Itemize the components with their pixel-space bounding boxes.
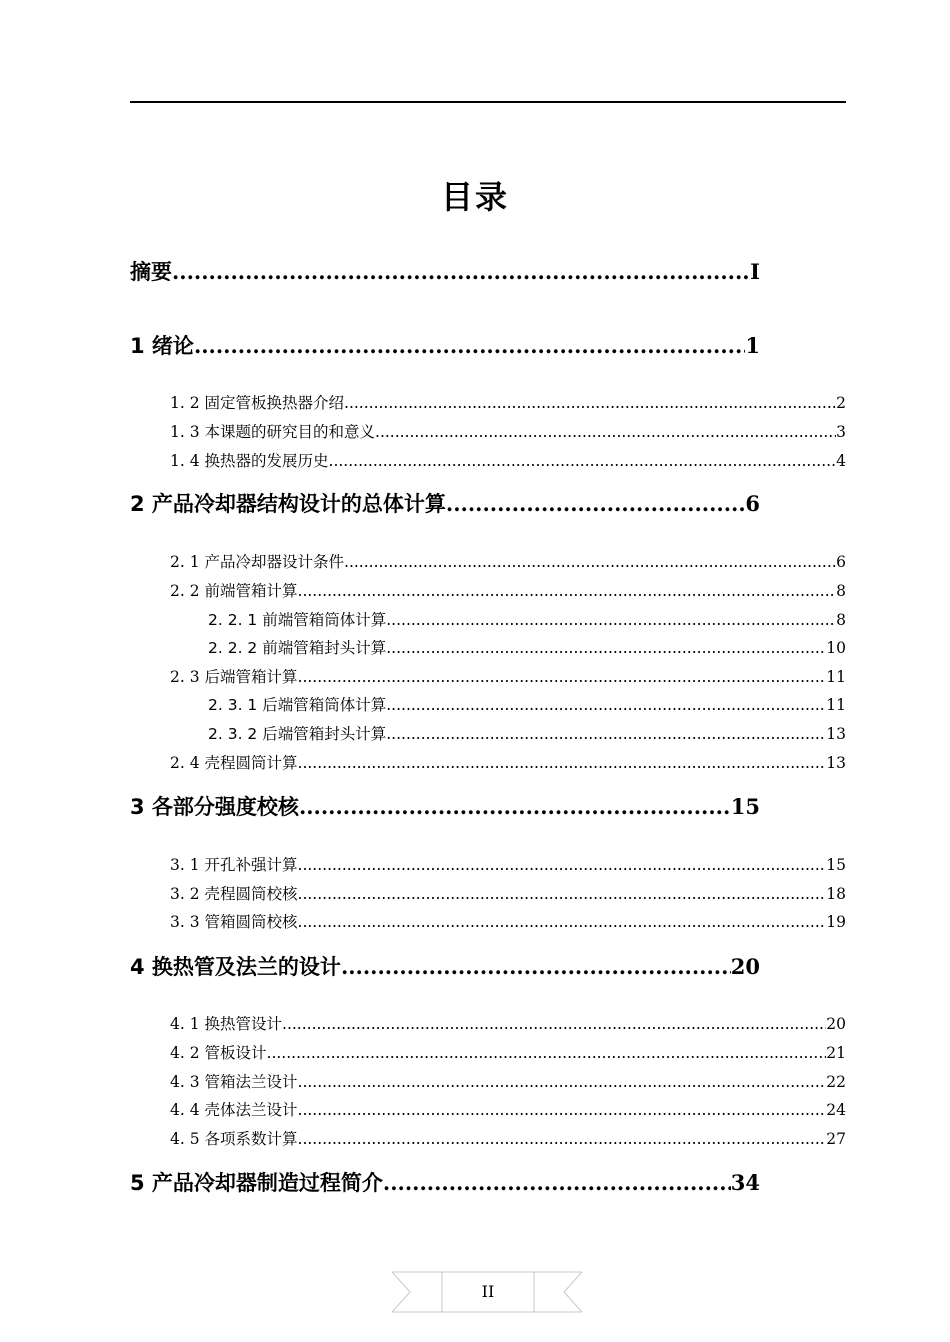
toc-entry[interactable]: [170, 550, 846, 572]
toc-entry-page: 3: [836, 423, 846, 441]
toc-entry[interactable]: [130, 330, 760, 360]
toc-entry[interactable]: [170, 910, 846, 932]
dot-leader: [299, 794, 731, 819]
toc-entry[interactable]: [170, 665, 846, 687]
toc-entry-label: 4. 1 换热管设计: [170, 1015, 283, 1033]
dot-leader: [298, 1130, 827, 1148]
toc-entry[interactable]: [130, 1167, 760, 1197]
dot-leader: [344, 394, 836, 412]
toc-entry-label: 3 各部分强度校核: [130, 795, 299, 819]
toc-entry[interactable]: [170, 1127, 846, 1149]
toc-entry-page: 8: [836, 611, 846, 629]
toc-entry-page: 11: [826, 696, 846, 714]
toc-entry[interactable]: [130, 951, 760, 981]
dot-leader: [172, 259, 750, 284]
header-rule: [130, 101, 846, 103]
dot-leader: [282, 1015, 826, 1033]
toc-entry-label: 4. 3 管箱法兰设计: [170, 1073, 298, 1091]
toc-entry-label: 1. 4 换热器的发展历史: [170, 452, 329, 470]
dot-leader: [329, 452, 837, 470]
dot-leader: [341, 954, 731, 979]
dot-leader: [298, 856, 827, 874]
toc-entry[interactable]: [208, 608, 846, 630]
toc-entry-label: 1. 3 本课题的研究目的和意义: [170, 423, 376, 441]
toc-entry-page: 27: [826, 1130, 846, 1148]
toc-entry-page: 15: [826, 856, 846, 874]
toc-entry[interactable]: [130, 791, 760, 821]
toc-entry-page: 10: [826, 639, 846, 657]
dot-leader: [386, 611, 836, 629]
toc-entry-page: 2: [836, 394, 846, 412]
dot-leader: [298, 885, 827, 903]
toc-entry[interactable]: [170, 882, 846, 904]
dot-leader: [298, 582, 837, 600]
toc-entry-page: 20: [730, 954, 760, 979]
dot-leader: [298, 1101, 827, 1119]
dot-leader: [298, 913, 827, 931]
toc-entry[interactable]: [170, 449, 846, 471]
toc-entry-page: 6: [836, 553, 846, 571]
toc-entry[interactable]: [170, 1070, 846, 1092]
toc-entry-label: 摘要: [130, 260, 172, 284]
dot-leader: [344, 553, 836, 571]
toc-entry-page: 18: [826, 885, 846, 903]
toc-entry-label: 4. 4 壳体法兰设计: [170, 1101, 298, 1119]
toc-entry-label: 2. 4 壳程圆筒计算: [170, 754, 298, 772]
toc-entry-page: 19: [826, 913, 846, 931]
toc-entry-page: 34: [730, 1170, 760, 1195]
toc-entry[interactable]: [170, 1012, 846, 1034]
toc-entry-label: 2. 3. 2 后端管箱封头计算: [208, 725, 387, 743]
dot-leader: [267, 1044, 827, 1062]
toc-entry-label: 3. 1 开孔补强计算: [170, 856, 298, 874]
toc-entry-label: 3. 2 壳程圆筒校核: [170, 885, 298, 903]
toc-entry-label: 2. 2 前端管箱计算: [170, 582, 298, 600]
toc-entry[interactable]: [170, 420, 846, 442]
toc-entry-label: 2 产品冷却器结构设计的总体计算: [130, 492, 446, 516]
toc-entry-label: 4. 5 各项系数计算: [170, 1130, 298, 1148]
toc-entry[interactable]: [170, 391, 846, 413]
dot-leader: [386, 639, 826, 657]
toc-entry[interactable]: [170, 1041, 846, 1063]
toc-entry-label: 4 换热管及法兰的设计: [130, 955, 341, 979]
toc-entry-page: 13: [826, 725, 846, 743]
toc-entry[interactable]: [170, 853, 846, 875]
page-number: II: [481, 1282, 495, 1301]
dot-leader: [298, 1073, 827, 1091]
toc-entry-label: 1 绪论: [130, 334, 194, 358]
toc-entry-page: 13: [826, 754, 846, 772]
toc-entry[interactable]: [130, 488, 760, 518]
toc-entry-label: 2. 3 后端管箱计算: [170, 668, 298, 686]
dot-leader: [446, 491, 745, 516]
toc-entry[interactable]: [170, 1098, 846, 1120]
toc-entry[interactable]: [170, 579, 846, 601]
dot-leader: [386, 725, 826, 743]
dot-leader: [298, 668, 827, 686]
toc-entry-page: 22: [826, 1073, 846, 1091]
dot-leader: [194, 333, 745, 358]
toc-entry-page: 1: [745, 333, 760, 358]
toc-entry-page: 11: [826, 668, 846, 686]
toc-entry-page: I: [750, 259, 760, 284]
toc-entry-page: 24: [826, 1101, 846, 1119]
toc-title: 目录: [440, 178, 509, 216]
toc-entry-label: 4. 2 管板设计: [170, 1044, 267, 1062]
toc-entry-page: 21: [826, 1044, 846, 1062]
toc-entry[interactable]: [208, 636, 846, 658]
toc-entry-page: 6: [745, 491, 760, 516]
toc-entry[interactable]: [208, 693, 846, 715]
toc-entry-page: 4: [836, 452, 846, 470]
toc-entry-label: 1. 2 固定管板换热器介绍: [170, 394, 345, 412]
dot-leader: [383, 1170, 731, 1195]
dot-leader: [298, 754, 827, 772]
toc-entry-page: 8: [836, 582, 846, 600]
toc-entry[interactable]: [208, 722, 846, 744]
dot-leader: [375, 423, 836, 441]
toc-entry-label: 2. 1 产品冷却器设计条件: [170, 553, 345, 571]
toc-entry-label: 2. 2. 1 前端管箱筒体计算: [208, 611, 387, 629]
toc-entry[interactable]: [170, 751, 846, 773]
toc-entry-label: 2. 3. 1 后端管箱筒体计算: [208, 696, 387, 714]
toc-entry-page: 15: [730, 794, 760, 819]
dot-leader: [386, 696, 826, 714]
toc-entry[interactable]: [130, 256, 760, 286]
toc-entry-page: 20: [826, 1015, 846, 1033]
toc-entry-label: 2. 2. 2 前端管箱封头计算: [208, 639, 387, 657]
toc-entry-label: 3. 3 管箱圆筒校核: [170, 913, 298, 931]
toc-entry-label: 5 产品冷却器制造过程简介: [130, 1171, 383, 1195]
